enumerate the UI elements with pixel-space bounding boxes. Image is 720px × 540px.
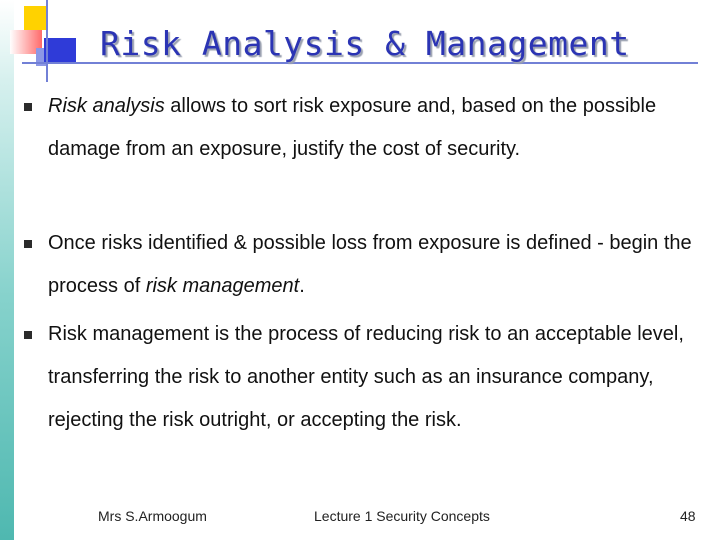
bullet-text-1 — [48, 85, 708, 171]
bullet-text-2 — [48, 222, 708, 308]
footer-course: Lecture 1 Security Concepts — [314, 508, 490, 524]
decor-vertical-line — [46, 0, 48, 82]
left-gradient-band — [0, 0, 14, 540]
bullet-2-term: risk management — [145, 275, 300, 297]
page-number: 48 — [680, 508, 696, 524]
bullet-marker-3 — [24, 331, 32, 339]
footer-author: Mrs S.Armoogum — [98, 508, 207, 524]
bullet-text-3 — [48, 313, 708, 442]
bullet-1-body: allows to sort risk exposure and, based on the possible damage from an exposure, justify the cost of security. — [48, 95, 657, 160]
bullet-1-term: Risk analysis — [48, 95, 165, 117]
bullet-marker-1 — [24, 103, 32, 111]
decor-blue-square — [44, 38, 76, 64]
decor-yellow-square — [24, 6, 48, 30]
bullet-3-body: Risk management is the process of reducing risk to an acceptable level, transferring the risk to another entity such as an insurance company, rejecting the risk outright, or accepting the risk. — [48, 323, 684, 431]
bullet-2-body: Once risks identified & possible loss from exposure is defined - begin the process of — [48, 232, 692, 297]
slide-title: Risk Analysis & Management — [100, 24, 630, 63]
bullet-2-tail: . — [299, 275, 305, 297]
bullet-marker-2 — [24, 240, 32, 248]
